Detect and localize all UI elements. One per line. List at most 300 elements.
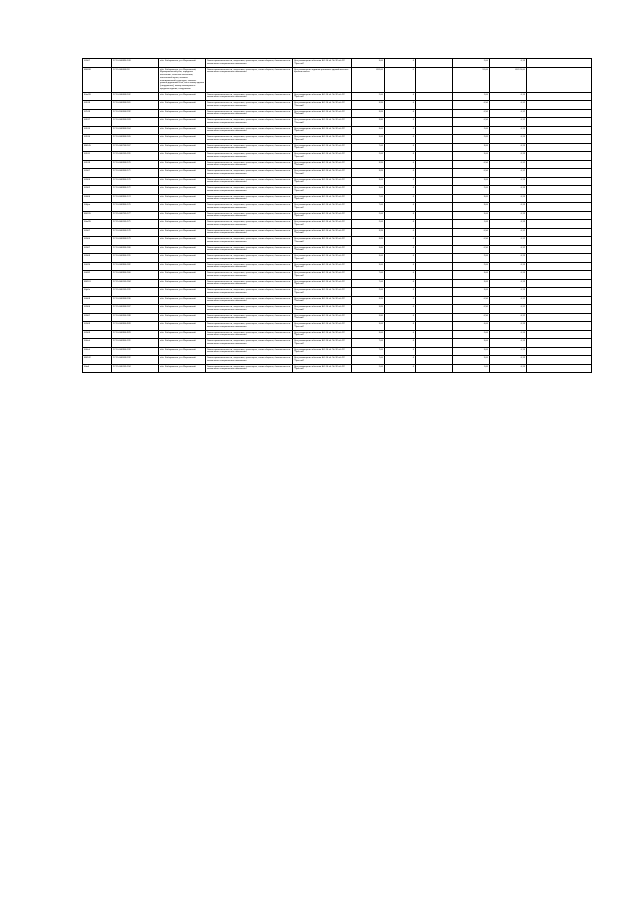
cell-pad [527,245,592,254]
cell-address: обл. Хабаровская, р-н Жарновский [159,339,206,348]
cell-tax: 3,00 [453,288,490,297]
cell-number: 00092 [83,271,112,280]
table-row [83,339,592,348]
table-row [83,126,592,135]
cell-area: 2,00 [352,152,385,161]
cell-address: обл. Хабаровская, р-н Жарновский [159,126,206,135]
cell-sum: 0,12 [490,296,527,305]
cell-owner: Для размещения административных зданий местных органов власти [293,67,352,92]
cell-pad [527,101,592,110]
cell-base [416,143,453,152]
cell-sum: 0,13 [490,356,527,365]
cell-purpose: Земли промышленности, энергетики, транспорта, связи обороны, безопасности и земли иного специального назначения [206,143,293,152]
cell-base [416,160,453,169]
cell-number: 02007 [83,313,112,322]
cell-purpose: Земли промышленности, энергетики, транспорта, связи обороны, безопасности и земли иного специального назначения [206,339,293,348]
cell-rate: 4 [385,126,416,135]
table-row [83,288,592,297]
cell-rate: 4 [385,262,416,271]
cell-address: обл. Хабаровская, р-н Жарновский [159,356,206,365]
table-row [83,101,592,110]
cell-address: обл. Хабаровская, р-н Жарновский [159,288,206,297]
cell-address: обл. Хабаровская, р-н Жарновский [159,279,206,288]
cell-number: 02009 [83,322,112,331]
cell-area: 3,85 [352,109,385,118]
cell-base [416,271,453,280]
cell-purpose: Земли промышленности, энергетики, транспорта, связи обороны, безопасности и земли иного специального назначения [206,254,293,263]
cell-number: 02007 [83,245,112,254]
cell-number: 02615 [83,126,112,135]
cell-owner: Для размещения объектов БО-10 об. № 32 п/п РС "Плоский" [293,228,352,237]
cell-pad [527,177,592,186]
cell-sum: 0,12 [490,169,527,178]
table-row [83,211,592,220]
table-row [83,169,592,178]
table-row [83,152,592,161]
cell-tax: 2,00 [453,126,490,135]
cell-rate: 4 [385,279,416,288]
cell-cadastral: 27:10:040308:179 [112,237,159,246]
cell-purpose: Земли промышленности, энергетики, транспорта, связи обороны, безопасности и земли иного специального назначения [206,194,293,203]
cell-address: обл. Хабаровская, р-н Жарновский [159,143,206,152]
cell-cadastral: 27:10:040906:191 [112,339,159,348]
cell-purpose: Земли промышленности, энергетики, транспорта, связи обороны, безопасности и земли иного специального назначения [206,135,293,144]
cell-purpose: Земли промышленности, энергетики, транспорта, связи обороны, безопасности и земли иного специального назначения [206,356,293,365]
cell-sum: 0,13 [490,322,527,331]
cell-owner: Для размещения объектов БО-10 об. № 32 п/п РС "Простой" [293,59,352,68]
cell-pad [527,118,592,127]
cell-base [416,279,453,288]
cell-tax: 3,00 [453,347,490,356]
table-row [83,322,592,331]
cell-owner: Для размещения объектов БО-10 об. № 32 п/п РС "Плоский" [293,245,352,254]
cell-owner: Для размещения объектов БО-10 об. № 32 п/п РС "Простой" [293,347,352,356]
table-row [83,177,592,186]
cell-cadastral: 27:15:040105:191 [112,152,159,161]
cell-rate: 4 [385,322,416,331]
cell-tax: 3,00 [453,356,490,365]
cell-number: М4242 [83,356,112,365]
cell-owner: Для размещения объектов БО-10 об. № 32 п/п РС "Плоский" [293,160,352,169]
cell-number: 00008 [83,296,112,305]
cell-tax: 3,00 [453,339,490,348]
cell-number: М4201 [83,279,112,288]
cell-owner: Для размещения объектов БО-10 об. № 32 п/п РС "Простой" [293,288,352,297]
cell-area: 7,00 [352,143,385,152]
cell-base [416,262,453,271]
cell-tax: 0,50 [453,109,490,118]
cell-base [416,322,453,331]
cell-owner: Для размещения объектов БО-10 об. № 32 п/п РС "Простой" [293,211,352,220]
cell-address: обл. Хабаровская, р-н Жарновский [159,347,206,356]
cell-address: обл. Хабаровская, р-н Жарновский [159,271,206,280]
cell-address: обл. Хабаровская, р-н Жарновский [159,364,206,373]
cell-sum: 69 125,00 [490,67,527,92]
cell-base [416,254,453,263]
cell-purpose: Земли промышленности, энергетики, транспорта, связи обороны, безопасности и земли иного специального назначения [206,271,293,280]
cell-owner: Для размещения объектов БО-10 об. № 32 п/п РС "Плоский" [293,169,352,178]
cell-area: 3,95 [352,160,385,169]
cell-base [416,296,453,305]
cell-number: 02619 [83,101,112,110]
cell-sum: 0,12 [490,313,527,322]
cell-pad [527,254,592,263]
cell-rate: 4 [385,305,416,314]
table-row [83,186,592,195]
cell-rate: 4 [385,271,416,280]
cell-tax: 0,50 [453,160,490,169]
cell-owner: Для размещения объектов БО-10 об. № 32 п/п РС "Плоский" [293,101,352,110]
table-row [83,135,592,144]
cell-address: обл. Хабаровская, р-н Жарновский [159,313,206,322]
cell-address: обл. Хабаровская, р-н Жарновский [159,101,206,110]
cell-cadastral: 27:10:040408:102 [112,92,159,101]
cell-cadastral: 27:10:240308:192 [112,109,159,118]
cell-owner: Для размещения объектов БО-10 об. № 32 п/п РС "Простой" [293,339,352,348]
cell-address: обл. Хабаровская, р-н Жарновский [159,169,206,178]
cell-owner: Для размещения объектов БО-10 об. № 32 п/п РС "Плоский" [293,109,352,118]
cell-cadastral: 27:10:040308:161 [112,101,159,110]
cell-rate: 4 [385,356,416,365]
cell-rate: 4 [385,330,416,339]
table-row [83,194,592,203]
cell-base [416,59,453,68]
cell-sum: 0,13 [490,152,527,161]
cell-cadastral: 27:15:040408:18 [112,67,159,92]
cell-tax: 0,50 [453,169,490,178]
cell-number: 02007 [83,59,112,68]
cell-number: 02007 [83,228,112,237]
cell-tax: 0,50 [453,296,490,305]
cell-number: 02006 [83,305,112,314]
cell-sum: 0,12 [490,101,527,110]
cell-address: обл. Хабаровская, р-н Жарновский [159,152,206,161]
cell-tax: 0,50 [453,118,490,127]
cell-sum: 0,13 [490,364,527,373]
table-row [83,203,592,212]
table-row [83,228,592,237]
cell-number: 02009 [83,254,112,263]
cell-cadastral: 27:10:040906:182 [112,262,159,271]
cell-rate: 4 [385,203,416,212]
table-row [83,67,592,92]
cell-tax: 4,00 [453,322,490,331]
cell-owner: Для размещения объектов БО-10 об. № 32 п/п РС "Простой" [293,279,352,288]
cell-area: 3,00 [352,322,385,331]
cell-base [416,194,453,203]
cell-sum: 0,13 [490,262,527,271]
cell-area: 3,80 [352,245,385,254]
cell-purpose: Земли промышленности, энергетики, транспорта, связи обороны, безопасности и земли иного специального назначения [206,279,293,288]
cell-sum: 0,12 [490,237,527,246]
cell-address: обл. Хабаровская, р-н Жарновский [159,109,206,118]
cell-owner: Для размещения объектов БО-10 об. № 32 п/п РС "Плоский" [293,296,352,305]
cell-pad [527,228,592,237]
cell-number: 02519 [83,109,112,118]
cell-area: 3,80 [352,313,385,322]
cell-area: 7,00 [352,271,385,280]
cell-area: 3,00 [352,177,385,186]
table-row [83,109,592,118]
cell-cadastral: 27:10:040906:160 [112,271,159,280]
cell-sum: 0,12 [490,305,527,314]
table-row [83,330,592,339]
cell-purpose: Земли промышленности, энергетики, транспорта, связи обороны, безопасности и земли иного специального назначения [206,169,293,178]
cell-tax: 3,00 [453,177,490,186]
cell-tax: 3,00 [453,211,490,220]
cell-purpose: Земли промышленности, энергетики, транспорта, связи обороны, безопасности и земли иного специального назначения [206,313,293,322]
cell-owner: Для размещения объектов БО-10 об. № 32 п/п РС "Простой" [293,220,352,229]
cell-owner: Для размещения объектов БО-10 об. № 32 п/п РС "Простой" [293,92,352,101]
cell-tax: 2,00 [453,262,490,271]
cell-base [416,67,453,92]
cell-rate: 4 [385,288,416,297]
cell-cadastral: 27:10:040896:109 [112,59,159,68]
cell-rate: 4 [385,254,416,263]
cell-purpose: Земли промышленности, энергетики, транспорта, связи обороны, безопасности и земли иного специального назначения [206,109,293,118]
cell-cadastral: 27:15:040705:177 [112,211,159,220]
cell-purpose: Земли промышленности, энергетики, транспорта, связи обороны, безопасности и земли иного специального назначения [206,203,293,212]
cell-owner: Для размещения объектов БО-10 об. № 32 п/п РС "Простой" [293,186,352,195]
cell-cadastral: 27:10:040906:170 [112,177,159,186]
table-row [83,245,592,254]
cell-pad [527,109,592,118]
cell-sum: 0,12 [490,118,527,127]
cell-purpose: Земли промышленности, энергетики, транспорта, связи обороны, безопасности и земли иного специального назначения [206,160,293,169]
cell-pad [527,330,592,339]
cell-purpose: Земли промышленности, энергетики, транспорта, связи обороны, безопасности и земли иного специального назначения [206,288,293,297]
cell-area: 7,00 [352,356,385,365]
cell-sum: 0,13 [490,177,527,186]
cell-purpose: Земли промышленности, энергетики, транспорта, связи обороны, безопасности и земли иного специального назначения [206,237,293,246]
table-row [83,262,592,271]
cell-tax: 2,00 [453,59,490,68]
cell-area: 3,00 [352,135,385,144]
table-row [83,347,592,356]
cell-sum: 0,13 [490,271,527,280]
cell-purpose: Земли промышленности, энергетики, транспорта, связи обороны, безопасности и земли иного специального назначения [206,92,293,101]
cell-tax: 0,50 [453,101,490,110]
cell-area: 7,00 [352,347,385,356]
cell-pad [527,194,592,203]
cell-number: 000яб [83,347,112,356]
cell-purpose: Земли промышленности, энергетики, транспорта, связи обороны, безопасности и земли иного специального назначения [206,330,293,339]
cell-base [416,347,453,356]
cell-sum: 0,13 [490,92,527,101]
cell-sum: 0,12 [490,109,527,118]
cell-cadastral: 27:10:040906:192 [112,347,159,356]
cell-rate: 4 [385,228,416,237]
cell-area: 3,00 [352,59,385,68]
cell-pad [527,339,592,348]
table-row [83,143,592,152]
cell-rate: 4 [385,169,416,178]
cell-number: 02617 [83,118,112,127]
cell-area: 7,00 [352,203,385,212]
table-row [83,237,592,246]
cell-number: 000яб [83,339,112,348]
cell-owner: Для размещения объектов БО-10 об. № 32 п/п РС "Простой" [293,254,352,263]
cell-base [416,245,453,254]
cell-purpose: Земли промышленности, энергетики, транспорта, связи обороны, безопасности и земли иного специального назначения [206,262,293,271]
cell-cadastral: 27:15:040708:167 [112,143,159,152]
cell-address: обл. Хабаровская, р-н Жарновский [159,186,206,195]
cell-tax: 0,50 [453,237,490,246]
cell-pad [527,271,592,280]
cell-rate: 4 [385,177,416,186]
cell-rate: 4 [385,135,416,144]
cell-tax: 1,00 [453,364,490,373]
cell-owner: Для размещения объектов БО-10 об. № 32 п/п РС "Плоский" [293,118,352,127]
cell-sum: 0,12 [490,160,527,169]
cell-sum: 0,13 [490,339,527,348]
cell-pad [527,356,592,365]
cell-purpose: Земли промышленности, энергетики, транспорта, связи обороны, безопасности и земли иного специального назначения [206,228,293,237]
cell-rate: 4 [385,347,416,356]
cell-pad [527,262,592,271]
cell-cadastral: 27:15:040308:187 [112,305,159,314]
table-row [83,313,592,322]
cell-purpose: Земли промышленности, энергетики, транспорта, связи обороны, безопасности и земли иного специального назначения [206,177,293,186]
cell-sum: 0,13 [490,186,527,195]
cell-purpose: Земли промышленности, энергетики, транспорта, связи обороны, безопасности и земли иного специального назначения [206,186,293,195]
cell-cadastral: 27:15:040105:171 [112,220,159,229]
cell-pad [527,169,592,178]
cell-pad [527,160,592,169]
cell-purpose: Земли промышленности, энергетики, транспорта, связи обороны, безопасности и земли иного специального назначения [206,152,293,161]
cell-base [416,228,453,237]
cell-base [416,177,453,186]
cell-base [416,305,453,314]
cell-address: обл. Хабаровская, р-н Жарновский [159,262,206,271]
cell-purpose: Земли промышленности, энергетики, транспорта, связи обороны, безопасности и земли иного специального назначения [206,126,293,135]
table-row [83,356,592,365]
cell-tax: 2,00 [453,135,490,144]
cell-base [416,169,453,178]
cell-base [416,186,453,195]
cell-number: 00m95 [83,220,112,229]
cell-number: 00024 [83,262,112,271]
cell-area: 3,95 [352,228,385,237]
cell-base [416,118,453,127]
cell-pad [527,67,592,92]
cell-address: обл. Хабаровская, р-н Жарновский [159,177,206,186]
table-row [83,279,592,288]
cell-number: 02009 [83,330,112,339]
cell-area: 2,00 [352,92,385,101]
cell-cadastral: 27:15:040105:184 [112,279,159,288]
cell-address: обл. Хабаровская, р-н Жарновский [159,203,206,212]
cell-owner: Для размещения объектов БО-10 об. № 32 п/п РС "Простой" [293,203,352,212]
cell-rate: 4 [385,92,416,101]
cell-area: 691,00 [352,67,385,92]
cell-pad [527,347,592,356]
cell-base [416,364,453,373]
cell-area: 2,00 [352,211,385,220]
cell-rate: 4 [385,160,416,169]
cell-number: 02611 [83,152,112,161]
cell-cadastral: 27:10:040306:180 [112,245,159,254]
cell-purpose: Земли промышленности, энергетики, транспорта, связи обороны, безопасности и земли иного специального назначения [206,67,293,92]
cell-owner: Для размещения объектов БО-10 об. № 32 п/п РС "Простой" [293,194,352,203]
cell-cadastral: 27:10:040306:188 [112,313,159,322]
cell-area: 2,00 [352,288,385,297]
cell-base [416,135,453,144]
cell-area: 2,00 [352,220,385,229]
cell-number: 02006 [83,177,112,186]
table-row [83,254,592,263]
cell-cadastral: 27:10:040308:183 [112,118,159,127]
table-row [83,296,592,305]
cell-number: 00006 [83,194,112,203]
cell-purpose: Земли промышленности, энергетики, транспорта, связи обороны, безопасности и земли иного специального назначения [206,211,293,220]
cell-address: обл. Хабаровская, р-н Жарновский [159,245,206,254]
cell-sum: 0,13 [490,135,527,144]
cell-sum: 0,13 [490,143,527,152]
cell-base [416,211,453,220]
cell-number: 00р0е [83,288,112,297]
table-row [83,305,592,314]
cell-tax: 1,00 [453,220,490,229]
cell-tax: 0,50 [453,245,490,254]
table-row [83,220,592,229]
cell-sum: 0,13 [490,347,527,356]
cell-tax: 0,50 [453,313,490,322]
cell-pad [527,313,592,322]
cell-rate: 4 [385,296,416,305]
cell-purpose: Земли промышленности, энергетики, транспорта, связи обороны, безопасности и земли иного специального назначения [206,296,293,305]
cell-base [416,203,453,212]
cell-rate: 4 [385,237,416,246]
cell-owner: Для размещения объектов БО-10 об. № 32 п/п РС "Простой" [293,364,352,373]
cell-cadastral: 27:10:040906:191 [112,254,159,263]
cell-owner: Для размещения объектов БО-10 об. № 32 п/п РС "Простой" [293,330,352,339]
cell-sum: 0,13 [490,126,527,135]
cell-base [416,288,453,297]
cell-number: 00м0 [83,364,112,373]
cell-rate: 4 [385,101,416,110]
cell-number: М4145 [83,143,112,152]
cell-pad [527,211,592,220]
cell-area: 3,85 [352,169,385,178]
cell-rate: 4 [385,109,416,118]
cell-cadastral: 27:15:040105:194 [112,364,159,373]
cell-pad [527,237,592,246]
cell-rate: 4 [385,194,416,203]
cell-purpose: Земли промышленности, энергетики, транспорта, связи обороны, безопасности и земли иного специального назначения [206,101,293,110]
cell-owner: Для размещения объектов БО-10 об. № 32 п/п РС "Простой" [293,322,352,331]
cell-pad [527,279,592,288]
cell-tax: 3,00 [453,279,490,288]
cell-cadastral: 27:10:040308:170 [112,160,159,169]
cell-pad [527,152,592,161]
cell-base [416,220,453,229]
cell-sum: 0,13 [490,220,527,229]
cell-owner: Для размещения объектов БО-10 об. № 32 п/п РС "Простой" [293,177,352,186]
cell-number: 02000 [83,237,112,246]
table-row [83,92,592,101]
cell-pad [527,59,592,68]
cell-base [416,101,453,110]
cell-sum: 0,13 [490,279,527,288]
cell-cadastral: 27:10:040906:174 [112,194,159,203]
cell-pad [527,135,592,144]
cell-purpose: Земли промышленности, энергетики, транспорта, связи обороны, безопасности и земли иного специального назначения [206,364,293,373]
cell-purpose: Земли промышленности, энергетики, транспорта, связи обороны, безопасности и земли иного специального назначения [206,220,293,229]
cell-sum: 0,13 [490,330,527,339]
cell-address: обл. Хабаровская, р-н Жарновский [159,135,206,144]
cell-pad [527,203,592,212]
